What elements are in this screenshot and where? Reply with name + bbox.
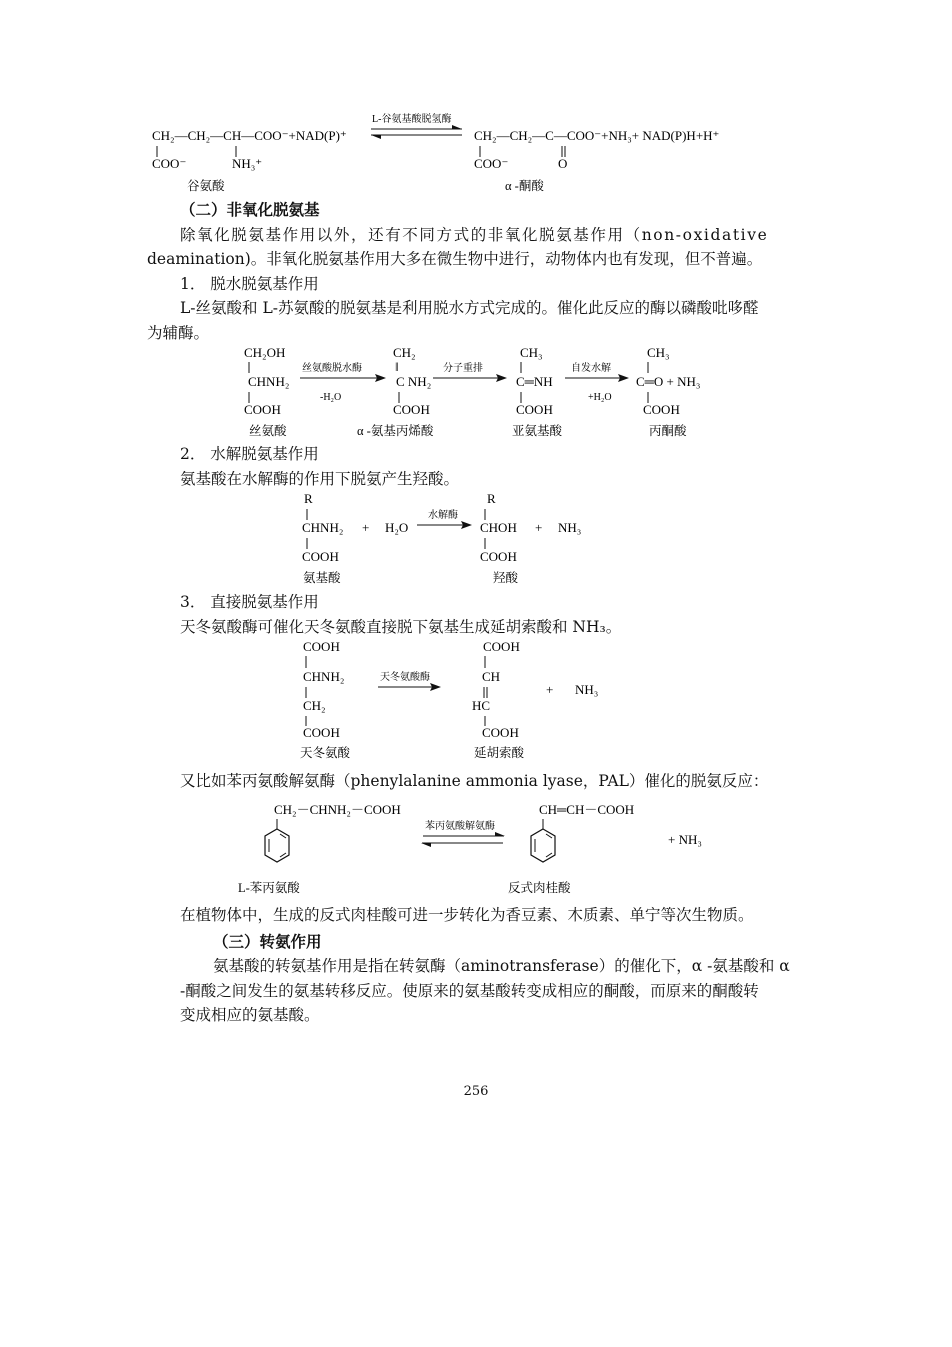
ser-s1-top: CH₂OH: [244, 345, 286, 360]
ser-arrow3-top: 自发水解: [571, 363, 611, 374]
asp-label-right: 延胡索酸: [474, 746, 525, 760]
hyd-water: H₂O: [385, 520, 409, 535]
glu-left-sub2: NH₃⁺: [232, 156, 263, 171]
hyd-r-left: R: [304, 491, 313, 506]
pal-right-chain: CH═CH－COOH: [539, 802, 635, 817]
ser-arrow3-bot: +H₂O: [588, 392, 612, 403]
ser-s2-bot: COOH: [393, 402, 430, 417]
glu-right-sub2: O: [558, 156, 568, 171]
pal-enzyme: 苯丙氨酸解氨酶: [425, 821, 495, 832]
ser-label4: 丙酮酸: [649, 424, 687, 438]
section2-heading: （二）非氧化脱氨基: [180, 201, 320, 219]
asp-r-c3: HC: [472, 698, 491, 713]
section3-line2: -酮酸之间发生的氨基转移反应。使原来的氨基酸转变成相应的酮酸，而原来的酮酸转: [180, 982, 759, 1000]
hyd-r-right: R: [487, 491, 496, 506]
reaction-pal: [0, 796, 952, 900]
item2-line1: 氨基酸在水解酶的作用下脱氨产生羟酸。: [180, 470, 460, 488]
glu-left-sub1: COO⁻: [152, 156, 187, 171]
section3-line1: 氨基酸的转氨基作用是指在转氨酶（aminotransferase）的催化下，α -氨基酸和 α: [213, 957, 790, 975]
ser-label1: 丝氨酸: [249, 424, 287, 438]
asp-l-c3: CH₂: [303, 698, 326, 713]
glu-enzyme-label: L-谷氨基酸脱氢酶: [372, 114, 452, 125]
asp-r-c2: CH: [482, 669, 501, 684]
hyd-arrow-top: 水解酶: [428, 510, 458, 521]
hyd-mid-right: CHOH: [480, 520, 517, 535]
section2-para-line2: deamination)。非氧化脱氨基作用大多在微生物中进行，动物体内也有发现，但不普遍。: [147, 250, 763, 268]
asp-l-bot: COOH: [303, 725, 340, 740]
ser-s2-mid: C NH₂: [396, 374, 432, 389]
asp-l-top: COOH: [303, 639, 340, 654]
ser-s3-top: CH₃: [520, 345, 543, 360]
glu-label-right: α -酮酸: [505, 179, 544, 193]
ser-label3: 亚氨基酸: [512, 424, 563, 438]
section2-para-line1: 除氧化脱氨基作用以外，还有不同方式的非氧化脱氨基作用（non-oxidative: [180, 226, 769, 244]
hyd-plus1: +: [362, 520, 370, 535]
ser-s2-top: CH₂: [393, 345, 416, 360]
glu-left-main: CH₂—CH₂—CH—COO⁻+NAD(P)⁺: [152, 128, 347, 143]
hyd-label-left: 氨基酸: [303, 571, 341, 585]
ser-s1-mid: CHNH₂: [248, 374, 290, 389]
asp-label-left: 天冬氨酸: [300, 746, 351, 760]
ser-arrow1-bot: -H₂O: [320, 392, 342, 403]
item2-title: 2． 水解脱氨基作用: [180, 445, 319, 463]
item1-title: 1． 脱水脱氨基作用: [180, 275, 319, 293]
ser-s2-dbl: ‖: [395, 359, 399, 374]
pal-nh3: + NH₃: [668, 832, 702, 847]
ser-s4-top: CH₃: [647, 345, 670, 360]
glu-label-left: 谷氨酸: [187, 179, 225, 193]
reaction-aspartate: [0, 634, 952, 764]
hyd-bot-left: COOH: [302, 549, 339, 564]
asp-r-bot: COOH: [482, 725, 519, 740]
ser-s1-bot: COOH: [244, 402, 281, 417]
glu-right-sub1: COO⁻: [474, 156, 509, 171]
asp-r-top: COOH: [483, 639, 520, 654]
section3-line3: 变成相应的氨基酸。: [180, 1006, 320, 1024]
reaction-serine: [0, 340, 952, 444]
ser-s3-bot: COOH: [516, 402, 553, 417]
glu-right-main: CH₂—CH₂—C—COO⁻+NH₃+ NAD(P)H+H⁺: [474, 128, 720, 143]
asp-l-c2: CHNH₂: [303, 669, 345, 684]
item3-title: 3． 直接脱氨基作用: [180, 593, 319, 611]
item1-line2: 为辅酶。: [147, 324, 210, 342]
asp-arrow-top: 天冬氨酸酶: [380, 672, 430, 683]
ser-s3-mid: C═NH: [516, 374, 553, 389]
item3-line1: 天冬氨酸酶可催化天冬氨酸直接脱下氨基生成延胡索酸和 NH₃。: [180, 618, 622, 636]
hyd-plus2: +: [535, 520, 543, 535]
hyd-label-right: 羟酸: [493, 571, 519, 585]
ser-arrow1-top: 丝氨酸脱水酶: [302, 363, 362, 374]
hyd-mid-left: CHNH₂: [302, 520, 344, 535]
ser-s4-mid: C═O + NH₃: [636, 374, 701, 389]
ser-arrow2-top: 分子重排: [443, 363, 483, 374]
item1-line1: L-丝氨酸和 L-苏氨酸的脱氨基是利用脱水方式完成的。催化此反应的酶以磷酸吡哆醛: [180, 299, 759, 317]
ser-label2: α -氨基丙烯酸: [357, 424, 434, 438]
reaction-glutamate: [0, 0, 952, 200]
pal-label-right: 反式肉桂酸: [508, 881, 571, 895]
pal-left-chain: CH₂－CHNH₂－COOH: [274, 802, 401, 817]
reaction-hydrolysis: [0, 486, 952, 588]
hyd-nh3: NH₃: [558, 520, 582, 535]
pal-label-left: L-苯丙氨酸: [238, 881, 300, 895]
hyd-bot-right: COOH: [480, 549, 517, 564]
pal-line: 又比如苯丙氨酸解氨酶（phenylalanine ammonia lyase，PAL）催化的脱氨反应：: [180, 772, 769, 790]
plant-line: 在植物体中，生成的反式肉桂酸可进一步转化为香豆素、木质素、单宁等次生物质。: [180, 906, 754, 924]
section3-heading: （三）转氨作用: [213, 933, 322, 951]
page-number: 256: [463, 1084, 489, 1099]
asp-nh3: NH₃: [575, 682, 599, 697]
ser-s4-bot: COOH: [643, 402, 680, 417]
asp-plus: +: [546, 682, 554, 697]
